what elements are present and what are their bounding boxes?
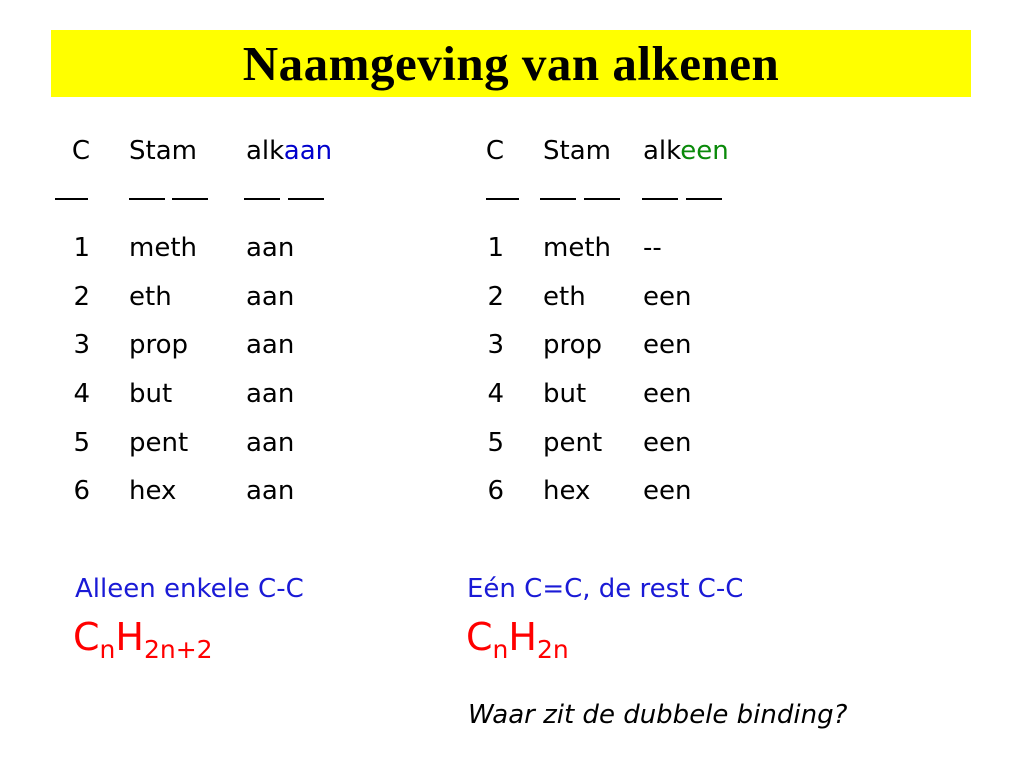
alkaan-note: Alleen enkele C-C: [75, 574, 304, 604]
header-divider: [172, 198, 208, 200]
row-stam: prop: [543, 330, 603, 360]
row-stam: eth: [543, 282, 586, 312]
alkaan-formula: [73, 615, 213, 664]
row-stam: eth: [129, 282, 172, 312]
header-suffix-prefix: alk: [643, 136, 681, 166]
title-banner: [51, 30, 971, 97]
header-divider: [55, 198, 88, 200]
row-stam: prop: [129, 330, 189, 360]
header-divider: [129, 198, 165, 200]
row-c: 4: [73, 379, 90, 409]
row-stam: but: [543, 379, 587, 409]
row-c: 5: [487, 428, 504, 458]
formula-c-sub: n: [492, 635, 509, 664]
row-c: 2: [73, 282, 90, 312]
formula-c-sub: n: [99, 635, 116, 664]
header-divider: [288, 198, 324, 200]
header-c: C: [485, 136, 504, 166]
header-suffix: [246, 138, 332, 164]
header-suffix: [643, 138, 729, 164]
row-suffix: --: [643, 233, 662, 263]
header-stam: Stam: [543, 136, 611, 166]
row-stam: meth: [543, 233, 611, 263]
row-suffix: een: [643, 379, 692, 409]
header-divider: [642, 198, 678, 200]
header-suffix-highlight: aan: [283, 136, 333, 166]
formula-h-sub: 2n+2: [143, 635, 213, 664]
row-suffix: aan: [246, 428, 295, 458]
formula-h-sub: 2n: [536, 635, 569, 664]
header-divider: [540, 198, 576, 200]
alkanen-table: [52, 138, 372, 518]
header-stam: Stam: [129, 136, 197, 166]
row-c: 2: [487, 282, 504, 312]
row-c: 5: [73, 428, 90, 458]
row-c: 1: [487, 233, 504, 263]
row-suffix: aan: [246, 330, 295, 360]
row-suffix: aan: [246, 233, 295, 263]
alkeen-note: Eén C=C, de rest C-C: [467, 574, 744, 604]
question-text: Waar zit de dubbele binding?: [468, 700, 848, 730]
row-suffix: aan: [246, 282, 295, 312]
row-c: 6: [73, 476, 90, 506]
header-c: C: [71, 136, 90, 166]
header-suffix-highlight: een: [680, 136, 729, 166]
formula-c: C: [73, 615, 100, 659]
row-c: 3: [487, 330, 504, 360]
row-suffix: aan: [246, 379, 295, 409]
header-suffix-prefix: alk: [246, 136, 284, 166]
row-stam: hex: [543, 476, 591, 506]
alkenen-table: [466, 138, 786, 518]
row-c: 4: [487, 379, 504, 409]
formula-h: H: [115, 615, 144, 659]
row-suffix: een: [643, 282, 692, 312]
row-c: 6: [487, 476, 504, 506]
row-suffix: een: [643, 476, 692, 506]
row-suffix: een: [643, 330, 692, 360]
alkeen-formula: [466, 615, 569, 664]
header-divider: [486, 198, 519, 200]
row-c: 3: [73, 330, 90, 360]
formula-c: C: [466, 615, 493, 659]
row-stam: pent: [129, 428, 189, 458]
header-divider: [584, 198, 620, 200]
row-stam: but: [129, 379, 173, 409]
row-stam: pent: [543, 428, 603, 458]
page-title: Naamgeving van alkenen: [242, 36, 780, 91]
header-divider: [686, 198, 722, 200]
header-divider: [244, 198, 280, 200]
row-stam: meth: [129, 233, 197, 263]
row-stam: hex: [129, 476, 177, 506]
row-c: 1: [73, 233, 90, 263]
formula-h: H: [508, 615, 537, 659]
row-suffix: aan: [246, 476, 295, 506]
row-suffix: een: [643, 428, 692, 458]
